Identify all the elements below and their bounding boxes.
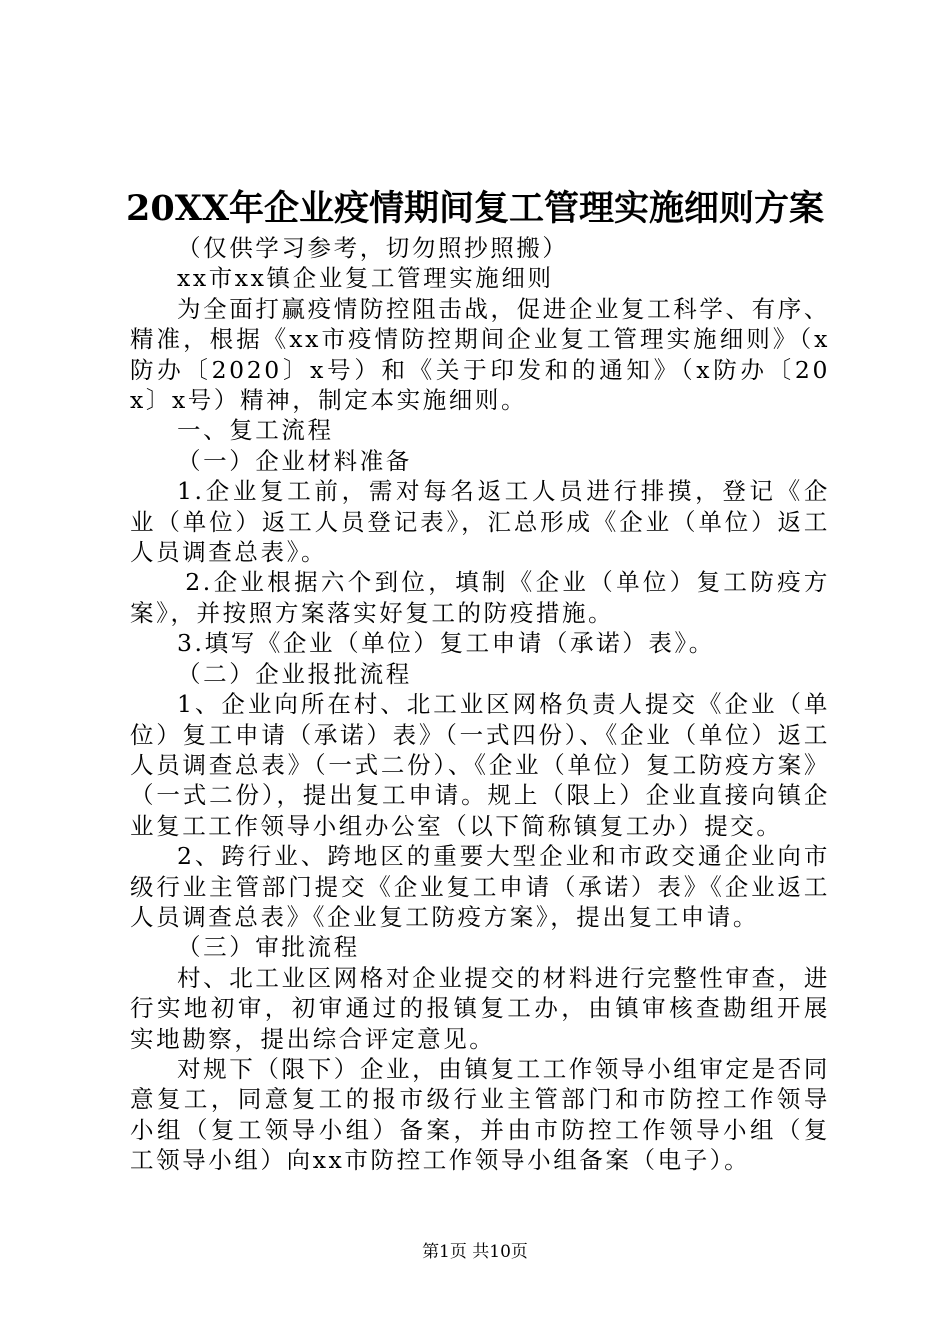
paragraph-report-1: 1、企业向所在村、北工业区网格负责人提交《企业（单位）复工申请（承诺）表》（一式四份）、《企业（单位）返工人员调查总表》（一式二份）、《企业（单位）复工防疫方案》（一式二份），提出复工申请。规上（限上）企业直接向镇企业复工工作领导小组办公室（以下简称镇复工办）提交。 — [130, 690, 830, 840]
heading-subsection-1: （一）企业材料准备 — [177, 446, 412, 475]
heading-subsection-3: （三）审批流程 — [177, 933, 360, 962]
paragraph-intro: 为全面打赢疫情防控阻击战，促进企业复工科学、有序、精准，根据《xx市疫情防控期间企业复工管理实施细则》（x防办〔2020〕x号）和《关于印发和的通知》（x防办〔20x〕x号）精神，制定本实施细则。 — [130, 294, 830, 415]
document-title: 20XX年企业疫情期间复工管理实施细则方案 — [125, 188, 825, 229]
paragraph-approval-2: 对规下（限下）企业，由镇复工工作领导小组审定是否同意复工，同意复工的报市级行业主管部门和市防控工作领导小组（复工领导小组）备案，并由市防控工作领导小组（复工领导小组）向xx市防控工作领导小组备案（电子）。 — [130, 1054, 830, 1175]
paragraph-item-2: 2.企业根据六个到位，填制《企业（单位）复工防疫方案》，并按照方案落实好复工的防疫措施。 — [130, 568, 830, 627]
paragraph-subtitle: xx市xx镇企业复工管理实施细则 — [177, 264, 554, 293]
document-body — [130, 233, 830, 1176]
paragraph-approval-1: 村、北工业区网格对企业提交的材料进行完整性审查，进行实地初审，初审通过的报镇复工办，由镇审核查勘组开展实地勘察，提出综合评定意见。 — [130, 963, 830, 1053]
heading-section-1: 一、复工流程 — [177, 416, 334, 445]
heading-subsection-2: （二）企业报批流程 — [177, 659, 412, 688]
paragraph-item-3: 3.填写《企业（单位）复工申请（承诺）表》。 — [177, 629, 715, 658]
paragraph-disclaimer: （仅供学习参考，切勿照抄照搬） — [177, 234, 569, 262]
paragraph-item-1: 1.企业复工前，需对每名返工人员进行排摸，登记《企业（单位）返工人员登记表》，汇总形成《企业（单位）返工人员调查总表》。 — [130, 477, 830, 567]
page-number: 第1页 共10页 — [422, 1242, 528, 1262]
paragraph-report-2: 2、跨行业、跨地区的重要大型企业和市政交通企业向市级行业主管部门提交《企业复工申请（承诺）表》《企业返工人员调查总表》《企业复工防疫方案》，提出复工申请。 — [130, 842, 830, 931]
